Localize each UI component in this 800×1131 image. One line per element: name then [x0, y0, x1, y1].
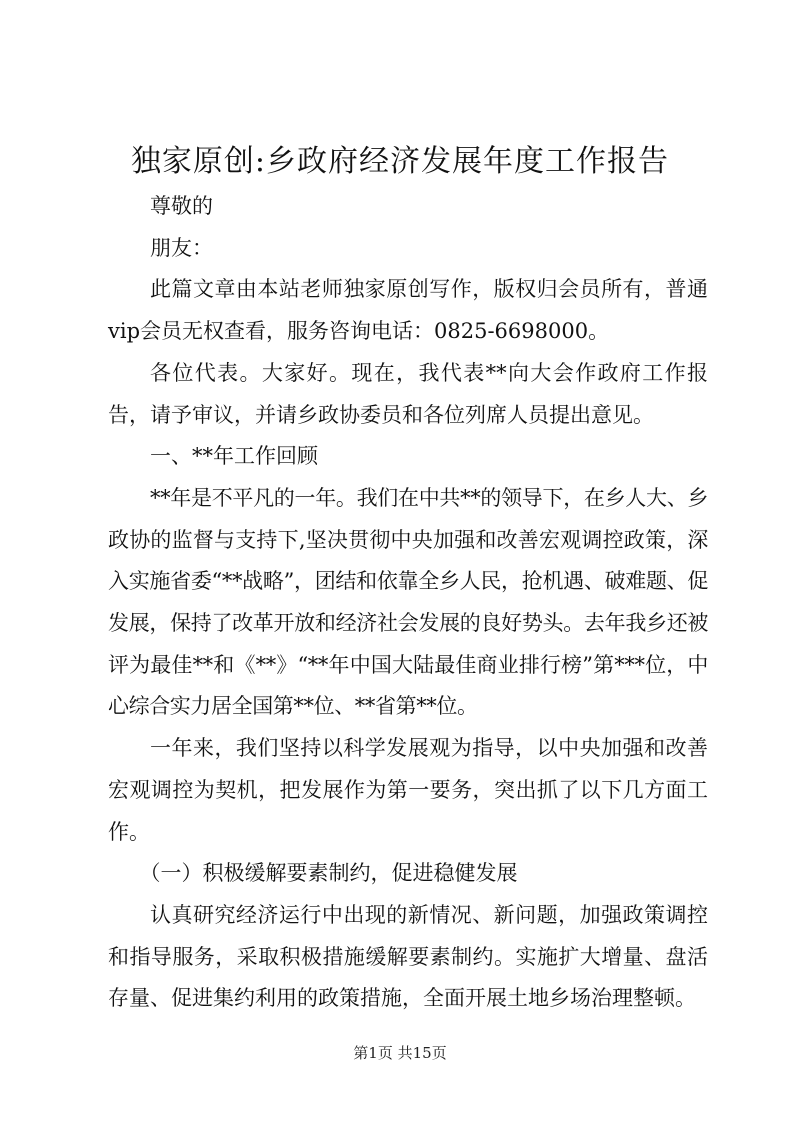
measures-paragraph: 认真研究经济运行中出现的新情况、新问题，加强政策调控和指导服务，采取积极措施缓解要素制约。实施扩大增量、盘活存量、促进集约利用的政策措施，全面开展土地乡场治理整顿。 — [108, 902, 708, 1011]
section-heading: 一、**年工作回顾 — [150, 444, 318, 469]
subsection-heading: （一）积极缓解要素制约，促进稳健发展 — [139, 861, 518, 886]
summary-paragraph: 一年来，我们坚持以科学发展观为指导，以中央加强和改善宏观调控为契机，把发展作为第一要务，突出抓了以下几方面工作。 — [108, 736, 708, 844]
page-footer: 第1页 共15页 — [353, 1044, 447, 1062]
document-title: 独家原创:乡政府经济发展年度工作报告 — [130, 144, 670, 179]
salutation-line-2: 朋友： — [150, 235, 213, 260]
review-paragraph: **年是不平凡的一年。我们在中共**的领导下，在乡人大、乡政协的监督与支持下,坚决贯彻中央加强和改善宏观调控政策，深入实施省委“**战略”，团结和依靠全乡人民，抢机遇、破难题、促发展，保持了改革开放和经济社会发展的良好势头。去年我乡还被评为最佳**和《**》“**年中国大陆最佳商业排行榜”第***位，中心综合实力居全国第**位、**省第**位。 — [108, 485, 708, 719]
document-body — [108, 186, 708, 1020]
copyright-notice: 此篇文章由本站老师独家原创写作，版权归会员所有，普通vip会员无权查看，服务咨询电话：0825-6698000。 — [108, 277, 708, 344]
salutation-line-1: 尊敬的 — [150, 194, 213, 218]
opening-paragraph: 各位代表。大家好。现在，我代表**向大会作政府工作报告，请予审议，并请乡政协委员和各位列席人员提出意见。 — [108, 360, 708, 427]
